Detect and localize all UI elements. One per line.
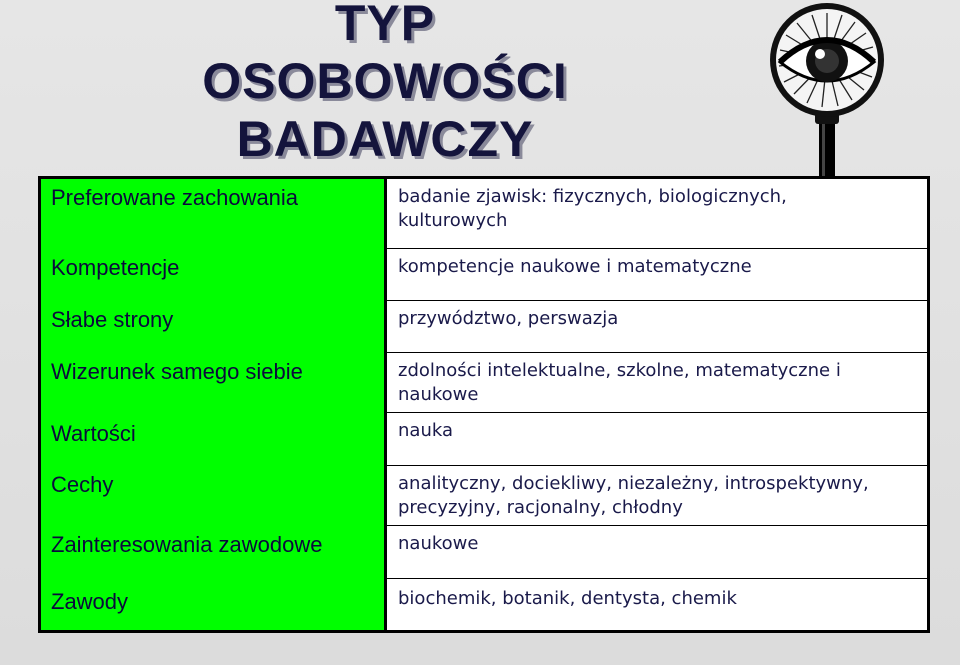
row-value: nauka (386, 413, 929, 466)
row-label: Zainteresowania zawodowe (40, 526, 386, 579)
row-value: kompetencje naukowe i matematyczne (386, 249, 929, 301)
table-row (40, 301, 929, 353)
row-value: badanie zjawisk: fizycznych, biologicznych, kulturowych (386, 178, 929, 249)
row-label: Cechy (40, 466, 386, 526)
row-value: zdolności intelektualne, szkolne, matematyczne i naukowe (386, 353, 929, 413)
personality-profile-table (38, 176, 930, 633)
title-line-1: TYP (334, 0, 436, 51)
table-row (40, 353, 929, 413)
row-label: Słabe strony (40, 301, 386, 353)
row-label: Zawody (40, 579, 386, 632)
table-row (40, 466, 929, 526)
title-line-2: OSOBOWOŚCI (202, 53, 568, 109)
title-line-3: BADAWCZY (236, 111, 534, 167)
table-row (40, 579, 929, 632)
row-label: Kompetencje (40, 249, 386, 301)
magnifying-glass-eye-icon (762, 0, 892, 182)
table-row (40, 178, 929, 249)
row-value: analityczny, dociekliwy, niezależny, introspektywny, precyzyjny, racjonalny, chłodny (386, 466, 929, 526)
row-value: przywództwo, perswazja (386, 301, 929, 353)
table-row (40, 249, 929, 301)
page-title (150, 0, 620, 168)
table-row (40, 413, 929, 466)
row-label: Preferowane zachowania (40, 178, 386, 249)
row-value: biochemik, botanik, dentysta, chemik (386, 579, 929, 632)
row-label: Wizerunek samego siebie (40, 353, 386, 413)
table-row (40, 526, 929, 579)
row-label: Wartości (40, 413, 386, 466)
row-value: naukowe (386, 526, 929, 579)
